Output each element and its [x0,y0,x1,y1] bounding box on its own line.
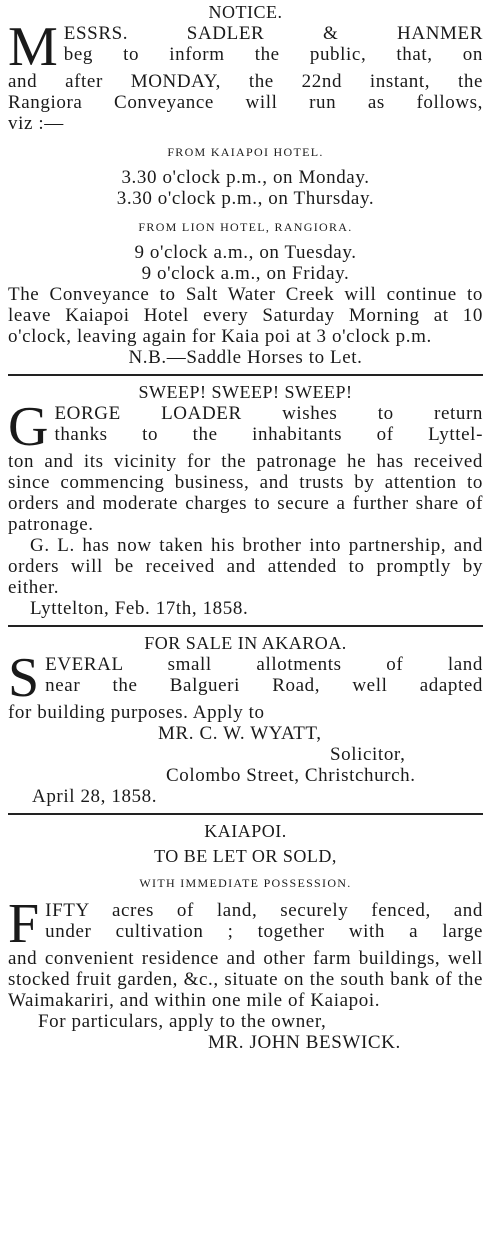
notice-line-4: Rangiora Conveyance will run as follows, [8,92,483,113]
drop-cap-s: S [8,647,40,709]
notice-heading: NOTICE. [208,2,283,22]
notice-line-5: viz :— [8,113,64,134]
let-or-sold-heading: TO BE LET OR SOLD, [154,846,337,866]
sweep-opening [8,396,483,458]
schedule-time-3: 9 o'clock a.m., on Tuesday. [134,242,357,263]
akaroa-date: April 28, 1858. [32,786,158,807]
notice-advertisement [6,2,485,368]
from-kaiapoi-heading: FROM KAIAPOI HOTEL. [167,145,324,159]
schedule-time-2: 3.30 o'clock p.m., on Thursday. [116,188,375,209]
schedule-time-1: 3.30 o'clock p.m., on Monday. [121,167,370,188]
possession-heading: WITH IMMEDIATE POSSESSION. [139,876,352,890]
kaiapoi-heading: KAIAPOI. [204,821,287,841]
divider-rule-3 [8,813,483,815]
schedule-time-4: 9 o'clock a.m., on Friday. [141,263,350,284]
drop-cap-g: G [8,396,49,458]
from-lion-heading: FROM LION HOTEL, RANGIORA. [138,220,353,234]
kaiapoi-line-1: IFTY acres of land, securely fenced, and [45,900,483,921]
notice-line-3: and after MONDAY, the 22nd instant, the [8,71,483,92]
kaiapoi-advertisement [6,821,485,1053]
akaroa-line-1: EVERAL small allotments of land [45,654,483,675]
drop-cap-f: F [8,893,40,955]
notice-paragraph: The Conveyance to Salt Water Creek will continue to leave Kaiapoi Hotel every Saturday Morning at 10 o'clock, leaving again for Kaia poi at 3 o'clock p.m. [8,284,483,347]
drop-cap-m: M [8,16,58,78]
notice-opening [8,16,483,78]
sweep-dateline: Lyttelton, Feb. 17th, 1858. [30,598,249,619]
divider-rule-2 [8,625,483,627]
notice-nb: N.B.—Saddle Horses to Let. [128,347,363,368]
divider-rule-1 [8,374,483,376]
sweep-heading: SWEEP! SWEEP! SWEEP! [138,382,353,402]
akaroa-advertisement [6,633,485,807]
newspaper-advertisements [0,2,493,1244]
akaroa-line-2: near the Balgueri Road, well adapted [45,675,483,696]
akaroa-line-3: for building purposes. Apply to [8,702,265,723]
akaroa-heading: FOR SALE IN AKAROA. [144,633,347,653]
kaiapoi-paragraph: and convenient residence and other farm buildings, well stocked fruit garden, &c., situate on the south bank of the Waimakariri, and within one mile of Kaiapoi. [8,948,483,1011]
kaiapoi-line-2: under cultivation ; together with a large [45,921,483,942]
sweep-advertisement [6,382,485,619]
sweep-line-2: thanks to the inhabitants of Lyttel- [54,424,483,445]
notice-line-2: beg to inform the public, that, on [63,44,483,65]
akaroa-contact-address: Colombo Street, Christchurch. [166,765,416,786]
sweep-paragraph-2: G. L. has now taken his brother into partnership, and orders will be received and attended to promptly by either. [8,535,483,598]
notice-line-1: ESSRS. SADLER & HANMER [63,23,483,44]
akaroa-contact-title: Solicitor, [330,744,406,765]
akaroa-contact-name: MR. C. W. WYATT, [158,723,322,744]
akaroa-opening [8,647,483,709]
kaiapoi-opening [8,893,483,955]
sweep-paragraph-1: ton and its vicinity for the patronage he has received since commencing business, and trusts by attention to orders and moderate charges to secure a further share of patronage. [8,451,483,535]
sweep-line-1: EORGE LOADER wishes to return [54,403,483,424]
kaiapoi-apply: For particulars, apply to the owner, [38,1011,327,1032]
kaiapoi-owner: MR. JOHN BESWICK. [208,1032,401,1053]
